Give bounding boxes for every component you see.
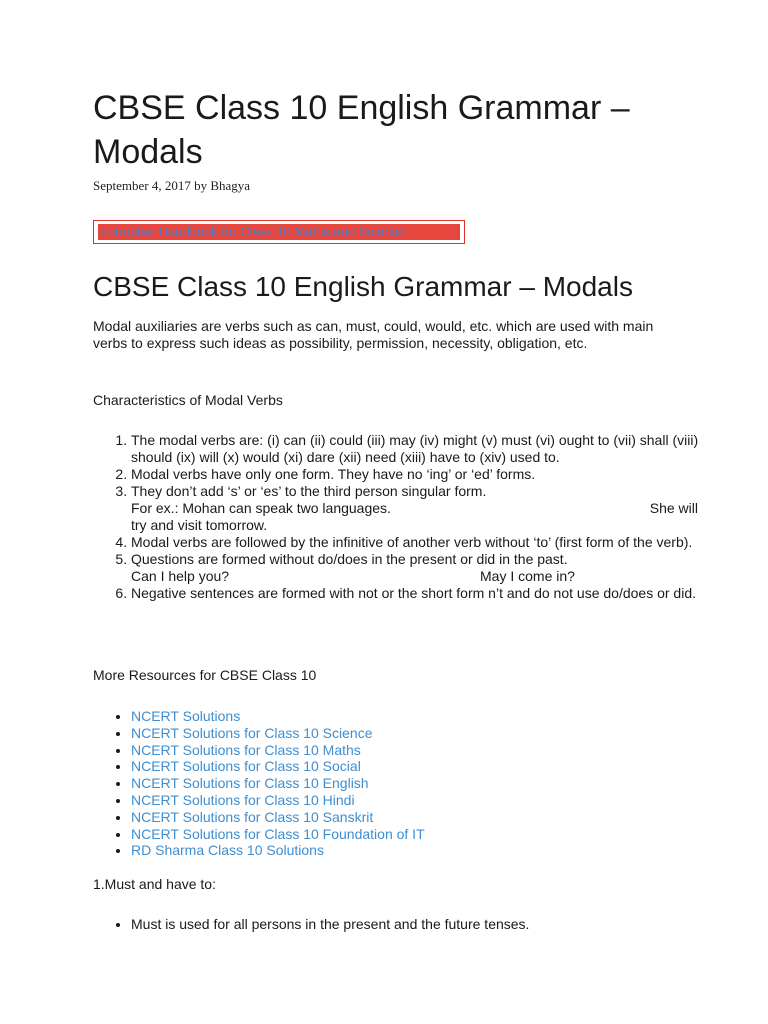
example-text: try and visit tomorrow. — [131, 517, 268, 533]
resource-link[interactable]: NCERT Solutions for Class 10 Science — [131, 724, 373, 741]
list-item — [131, 809, 691, 826]
promo-banner — [93, 220, 465, 244]
list-item — [131, 725, 691, 742]
resource-link[interactable]: NCERT Solutions for Class 10 Hindi — [131, 791, 355, 808]
resource-link[interactable]: NCERT Solutions for Class 10 Foundation of IT — [131, 825, 425, 842]
example-row — [131, 500, 711, 517]
example-text: She will — [649, 500, 698, 516]
list-item — [131, 758, 691, 775]
resource-link[interactable]: RD Sharma Class 10 Solutions — [131, 842, 324, 859]
resource-link[interactable]: NCERT Solutions — [131, 708, 241, 724]
list-item: 2. Modal verbs have only one form. They have no ‘ing’ or ‘ed’ forms. — [131, 466, 711, 483]
resources-heading: More Resources for CBSE Class 10 — [93, 667, 317, 683]
article-heading: CBSE Class 10 English Grammar – Modals — [93, 271, 633, 302]
resource-link[interactable]: NCERT Solutions for Class 10 Sanskrit — [131, 808, 374, 825]
list-item — [131, 792, 691, 809]
list-item: 5. Questions are formed without do/does in the present or did in the past. Can I help you? May I come in? — [131, 551, 711, 585]
resource-link[interactable]: NCERT Solutions for Class 10 Social — [131, 758, 361, 775]
list-item — [131, 742, 691, 759]
list-item: • Must is used for all persons in the present and the future tenses. — [131, 916, 691, 933]
page-title: CBSE Class 10 English Grammar – Modals — [93, 89, 630, 171]
list-item: 3. They don’t add ‘s’ or ‘es’ to the third person singular form. For ex.: Mohan can speak two languages. She will try and visit tomorrow. — [131, 483, 711, 534]
list-item: 6. Negative sentences are formed with not or the short form n’t and do not use do/does or did. — [131, 585, 711, 602]
must-list — [93, 916, 691, 933]
intro-paragraph: Modal auxiliaries are verbs such as can, must, could, would, etc. which are used with main verbs to express such ideas as possibility, permission, necessity, obligation, etc. — [93, 318, 654, 351]
characteristics-heading: Characteristics of Modal Verbs — [93, 392, 283, 408]
list-item — [131, 775, 691, 792]
resource-link[interactable]: NCERT Solutions for Class 10 English — [131, 775, 369, 792]
list-item — [131, 708, 691, 725]
section-heading: 1.Must and have to: — [93, 876, 216, 892]
post-meta: September 4, 2017 by Bhagya — [93, 178, 251, 193]
list-item — [131, 826, 691, 843]
promo-link[interactable]: Formulae Handbook for Class 10 Maths and Science — [98, 224, 460, 240]
example-text: For ex.: Mohan can speak two languages. — [131, 500, 391, 516]
example-row — [131, 568, 711, 585]
example-text: Can I help you? — [131, 568, 230, 584]
list-item: 4. Modal verbs are followed by the infinitive of another verb without ‘to’ (first form of the verb). — [131, 534, 711, 551]
characteristics-list — [93, 432, 711, 602]
example-text: May I come in? — [480, 568, 575, 584]
resource-link[interactable]: NCERT Solutions for Class 10 Maths — [131, 741, 361, 758]
resources-list — [93, 708, 691, 859]
list-item: 1. The modal verbs are: (i) can (ii) could (iii) may (iv) might (v) must (vi) ought to (vii) shall (viii) should (ix) will (x) would (xi) dare (xii) need (xiii) have to (xiv) used to. — [131, 432, 711, 466]
list-item — [131, 842, 691, 859]
